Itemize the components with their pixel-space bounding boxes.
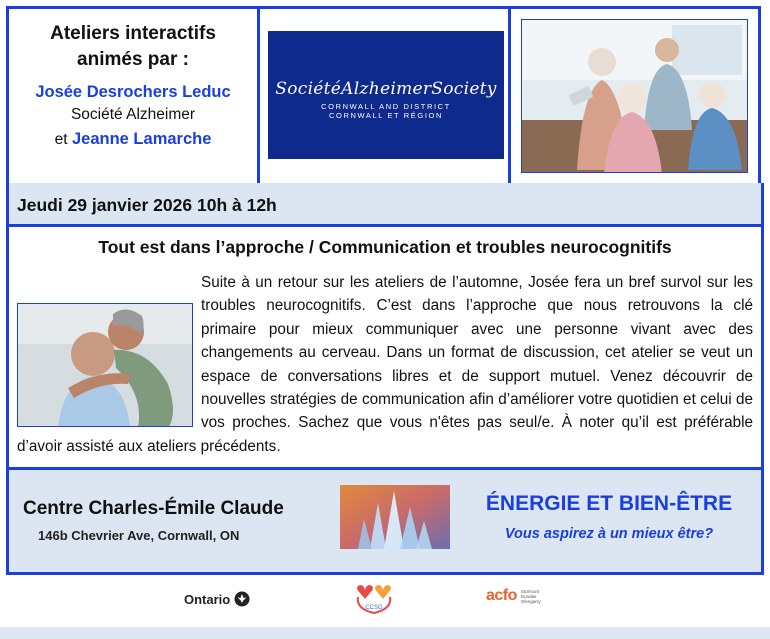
location-panel bbox=[6, 467, 764, 575]
heading-line-1: Ateliers interactifs bbox=[50, 23, 216, 44]
seniors-selfie-photo bbox=[521, 19, 748, 173]
logo-subline-2: CORNWALL ET RÉGION bbox=[329, 111, 443, 120]
description-panel bbox=[6, 224, 764, 470]
acfo-region bbox=[521, 589, 541, 604]
ccsg-hearts-icon bbox=[352, 583, 396, 617]
logo-wordmark: SociétéAlzheimerSociety bbox=[275, 79, 497, 99]
heading-line-2: animés par : bbox=[77, 49, 189, 70]
presenter-1-org: Société Alzheimer bbox=[70, 106, 196, 123]
date-bar bbox=[6, 183, 764, 227]
ccsg-logo bbox=[352, 583, 396, 622]
event-date: Jeudi 29 janvier 2026 10h à 12h bbox=[17, 195, 277, 215]
alzheimer-society-logo bbox=[268, 31, 504, 159]
acfo-wordmark: acfo bbox=[486, 587, 517, 604]
photo-panel bbox=[508, 6, 761, 186]
acfo-logo bbox=[486, 587, 541, 605]
acfo-region-2: Dundas bbox=[520, 593, 537, 599]
footer-logos bbox=[0, 575, 770, 639]
acfo-region-3: Glengarry bbox=[520, 598, 541, 604]
header-row bbox=[6, 6, 764, 186]
caregiver-hug-photo bbox=[17, 303, 193, 427]
centre-name: Centre Charles-Émile Claude bbox=[23, 498, 284, 519]
ontario-wordmark: Ontario bbox=[184, 591, 231, 607]
presenter-2-line bbox=[9, 128, 257, 150]
program-title: ÉNERGIE ET BIEN-ÊTRE bbox=[485, 492, 733, 515]
logo-subline-1: CORNWALL AND DISTRICT bbox=[321, 102, 451, 111]
crystals-illustration bbox=[340, 485, 450, 549]
crystals-image bbox=[340, 485, 450, 549]
event-description: Suite à un retour sur les ateliers de l’automne, Josée fera un bref survol sur les troubles neurocognitifs. C’est dans l’approche que nous retrouvons la clé primaire pour mieux communiquer avec une personne vivant avec des changements au cerveau. Dans un format de discussion, cet atelier se veut un espace de conversations libres et de support mutuel. Venez découvrir de nouvelles stratégies de communication afin d’améliorer votre quotidien et celui de vos proches. Sachez que vous n'êtes pas seul/e. À noter qu’il est préférable d’avoir assisté aux ateliers précédents. bbox=[17, 274, 753, 455]
ontario-logo bbox=[184, 591, 250, 607]
logo-panel bbox=[257, 6, 511, 186]
acfo-region-1: Stormont bbox=[520, 588, 540, 594]
presenter-1-name: Josée Desrochers Leduc bbox=[35, 83, 231, 101]
centre-address: 146b Chevrier Ave, Cornwall, ON bbox=[38, 528, 240, 543]
event-title: Tout est dans l’approche / Communication et troubles neurocognitifs bbox=[98, 237, 672, 257]
caregiver-hug-illustration bbox=[18, 304, 193, 427]
presenters-panel bbox=[6, 6, 260, 186]
presenter-2-name: Jeanne Lamarche bbox=[71, 130, 212, 148]
ccsg-text: CCSG bbox=[365, 605, 383, 611]
connector-text: et bbox=[54, 131, 68, 148]
trillium-icon bbox=[234, 591, 250, 607]
footer-strip bbox=[0, 627, 770, 639]
event-description-block bbox=[17, 271, 753, 458]
seniors-selfie-illustration bbox=[522, 20, 748, 173]
program-tagline: Vous aspirez à un mieux être? bbox=[504, 526, 714, 542]
